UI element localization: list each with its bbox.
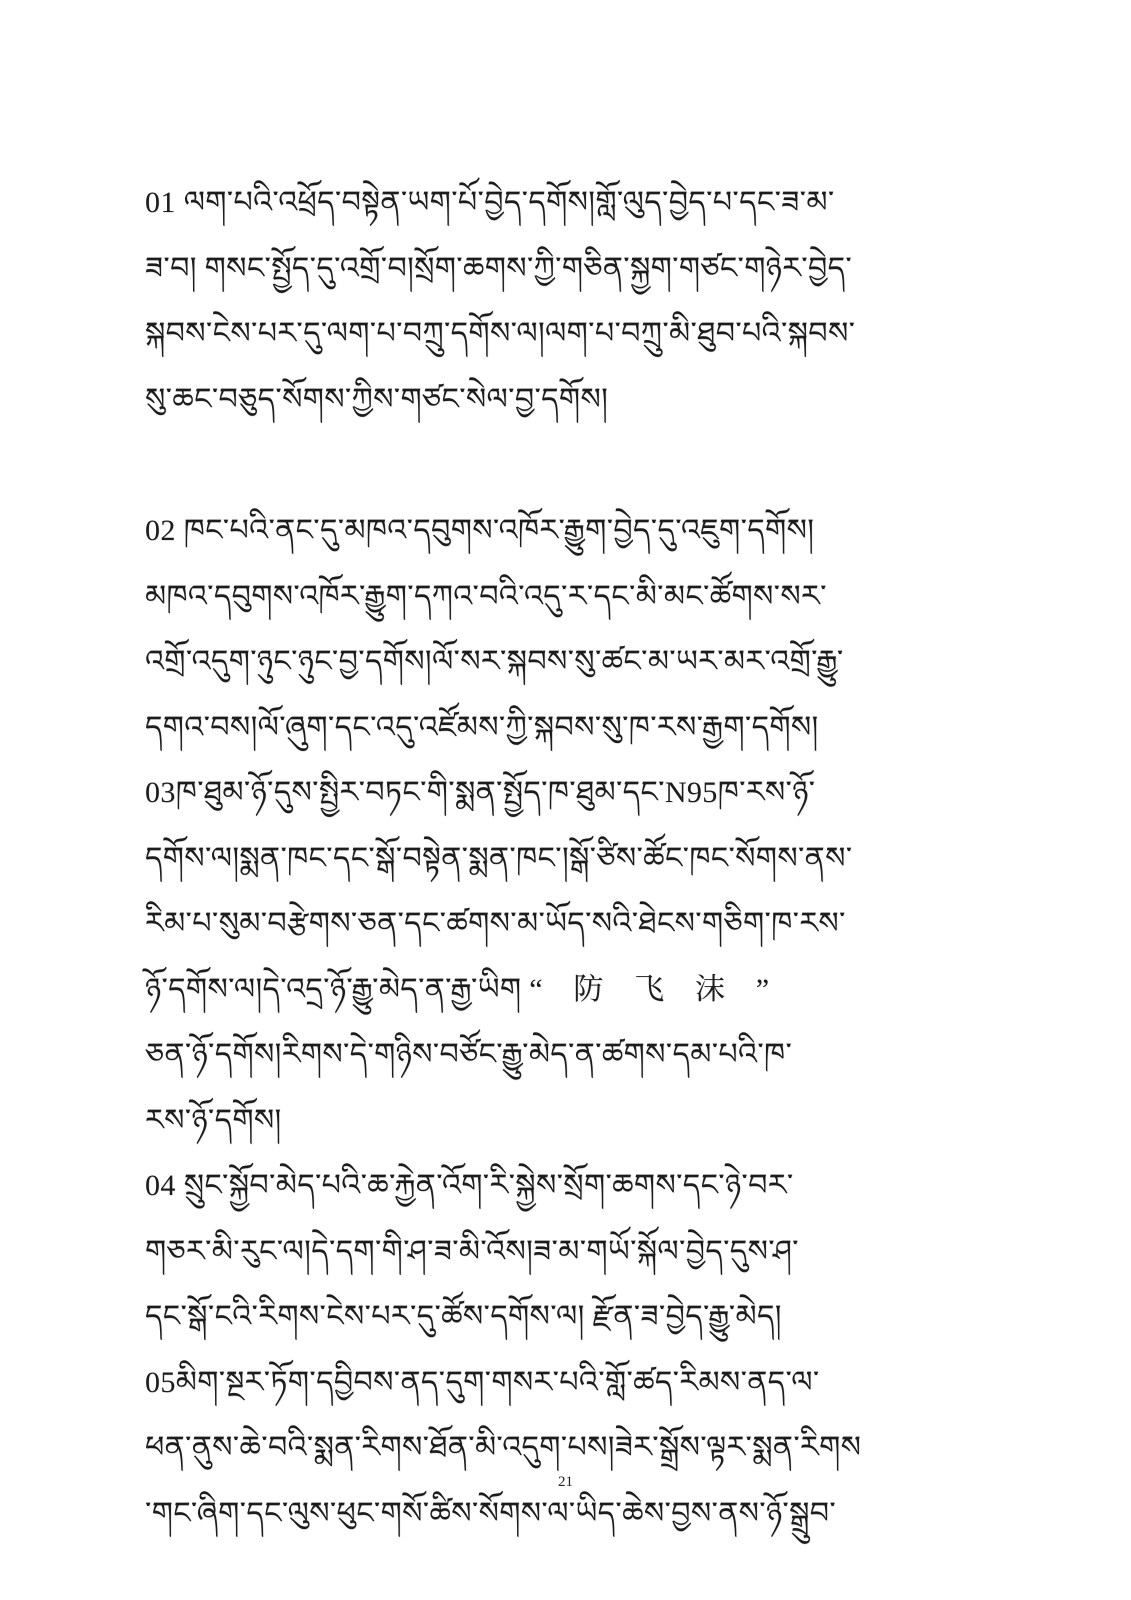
text-line: 02 ཁང་པའི་ནང་དུ་མཁའ་དབུགས་འཁོར་རྒྱུག་བྱེད་དུ་འཇུག་དགོས། [145,514,815,547]
text-line: ་གང་ཞིག་དང་ལུས་ཕུང་གསོ་ཚིས་སོགས་ལ་ཡིད་ཆེས་བྱས་ནས་ཉོ་སྒྲུབ་ [145,1496,837,1530]
text-line: དགའ་བས།ལོ་ཞུག་དང་འདུ་འཛོམས་ཀྱི་སྐབས་སུ་ཁ་རས་རྒྱག་དགོས། [145,710,819,744]
paragraph-03 [145,760,997,1153]
paragraph-04 [145,1153,997,1350]
text-line: འགྲོ་འདུག་ཉུང་ཉུང་བྱ་དགོས།ལོ་སར་སྐབས་སུ་ཚང་མ་ཡར་མར་འགྲོ་རྒྱུ་ [145,645,844,678]
text-line: དགོས་ལ།སྨན་ཁང་དང་སྒོ་བསྟེན་སྨན་ཁང་།སྒོ་ཙིས་ཚོང་ཁང་སོགས་ནས་ [145,841,853,875]
text-line: གཅར་མི་རུང་ལ།དེ་དག་གི་ཤ་ཟ་མི་འོས།ཟ་མ་གཡོ་སྐོལ་བྱེད་དུས་ཤ་ [145,1234,799,1268]
text-line: 01 ལག་པའི་འཕྲོད་བསྟེན་ཡག་པོ་བྱེད་དགོས།གློ་ལུད་བྱེད་པ་དང་ཟ་མ་ [145,186,835,219]
text-line-with-chinese: ཉོ་དགོས་ལ།དེ་འདྲ་ཉོ་རྒྱུ་མེད་ན་རྒྱ་ཡིག “ 防 飞 沫 ” [145,972,770,1006]
text-block [145,170,997,1546]
text-line: རིམ་པ་སུམ་བརྩེགས་ཅན་དང་ཚགས་མ་ཡོད་སའི་ཐེངས་གཅིག་ཁ་རས་ [145,907,846,940]
text-line: ཅན་ཉོ་དགོས།རིགས་དེ་གཉིས་བཙོང་རྒྱུ་མེད་ན་ཚགས་དམ་པའི་ཁ་ [145,1038,793,1071]
text-line: 04 སྲུང་སྐྱོབ་མེད་པའི་ཆ་རྐྱེན་འོག་རི་སྐྱེས་སྲོག་ཆགས་དང་ཉེ་བར་ [145,1169,794,1202]
paragraph-05 [145,1350,997,1547]
paragraph-spacer [145,432,997,498]
text-line: དང་སྒོ་ངའི་རིགས་ངེས་པར་དུ་ཚོས་དགོས་ལ། རྫོན་ཟ་བྱེད་རྒྱུ་མེད། [145,1300,782,1333]
text-line: 05མིག་སྔར་ཏོག་དབྱིབས་ནད་དུག་གསར་པའི་གློ་ཚད་རིམས་ནད་ལ་ [145,1365,820,1399]
text-line: སྐབས་ངེས་པར་དུ་ལག་པ་བཀྲུ་དགོས་ལ།ལག་པ་བཀྲུ་མི་ཐུབ་པའི་སྐབས་ [145,317,856,350]
text-line: རས་ཉོ་དགོས། [145,1103,282,1137]
text-line: མཁའ་དབུགས་འཁོར་རྒྱུག་དཀའ་བའི་འདུ་ར་དང་མི་མང་ཚོགས་སར་ [145,579,827,613]
paragraph-02 [145,498,997,760]
page-number: 21 [558,1474,573,1490]
paragraph-01 [145,170,997,432]
text-line: ཕན་ནུས་ཆེ་བའི་སྨན་རིགས་ཐོན་མི་འདུག་པས།ཟེར་སྒྲོས་ལྟར་སྨན་རིགས [145,1431,862,1464]
text-line: སུ་ཆང་བཅུད་སོགས་ཀྱིས་གཙང་སེལ་བྱ་དགོས། [145,382,609,416]
text-line: 03ཁ་ཐུམ་ཉོ་དུས་སྤྱིར་བཏང་གི་སྨན་སྤྱོད་ཁ་ཐུམ་དང་N95ཁ་རས་ཉོ་ [145,776,816,809]
text-line: ཟ་བ། གསང་སྤྱོད་དུ་འགྲོ་བ།སྲོག་ཆགས་ཀྱི་གཅིན་སྐྱག་གཙང་གཉེར་བྱེད་ [145,251,853,285]
